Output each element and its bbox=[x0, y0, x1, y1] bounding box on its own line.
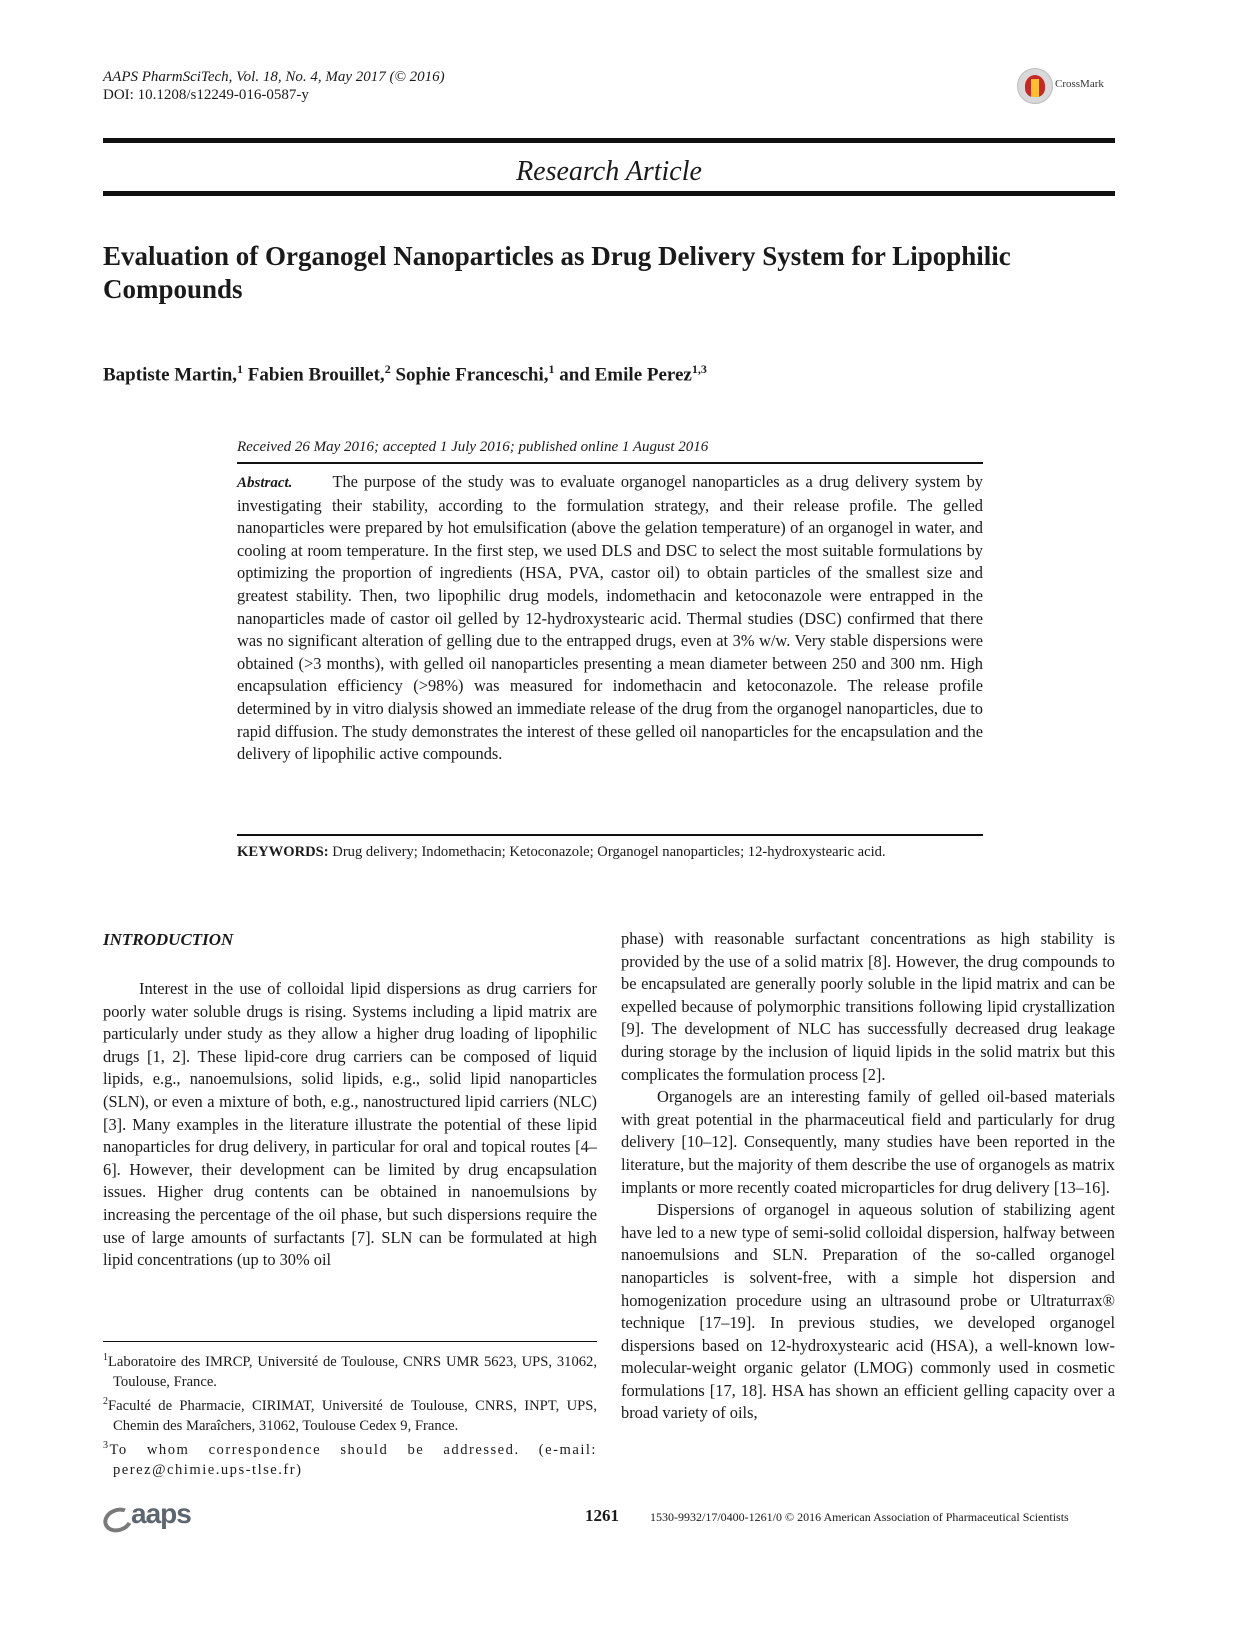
footnote bbox=[103, 1392, 597, 1436]
author-name: and Emile Perez bbox=[559, 364, 692, 386]
issn-copyright: 1530-9932/17/0400-1261/0 © 2016 American Association of Pharmaceutical Scientists bbox=[650, 1510, 1069, 1524]
author-affiliation: 1 bbox=[237, 362, 244, 376]
footnote-rule bbox=[103, 1341, 597, 1342]
body-paragraph: Interest in the use of colloidal lipid dispersions as drug carriers for poorly water soluble drugs is rising. Systems including a lipid matrix are particularly under study as they allow a higher drug loading of lipophilic drugs [1, 2]. These lipid-core drug carriers can be composed of liquid lipids, e.g., nanoemulsions, solid lipids, e.g., solid lipid nanoparticles (SLN), or even a mixture of both, e.g., nanostructured lipid carriers (NLC) [3]. Many examples in the literature illustrate the potential of these lipid nanoparticles for drug delivery, in particular for oral and topical routes [4–6]. However, their development can be limited by drug encapsulation issues. Higher drug contents can be obtained in nanoemulsions by increasing the percentage of the oil phase, but such dispersions require the use of large amounts of surfactants [7]. SLN can be formulated at high lipid concentrations (up to 30% oil bbox=[103, 979, 597, 1270]
author-affiliation: 1 bbox=[548, 362, 555, 376]
footnotes bbox=[103, 1348, 597, 1480]
header-rule-top bbox=[103, 138, 1115, 143]
footnote-number: 2 bbox=[103, 1395, 108, 1407]
footnote bbox=[103, 1348, 597, 1392]
footnote-text: Laboratoire des IMRCP, Université de Toulouse, CNRS UMR 5623, UPS, 31062, Toulouse, France. bbox=[108, 1353, 597, 1390]
author-list bbox=[103, 362, 707, 386]
doi[interactable]: DOI: 10.1208/s12249-016-0587-y bbox=[103, 87, 309, 103]
header-rule-bottom bbox=[103, 191, 1115, 196]
body-paragraph: Organogels are an interesting family of gelled oil-based materials with great potential in the pharmaceutical field and particularly for drug delivery [10–12]. Consequently, many studies have been reported in the literature, but the majority of them describe the use of organogels as matrix implants or more recently coated microparticles for drug delivery [13–16]. bbox=[621, 1087, 1115, 1197]
abstract-rule-top bbox=[237, 462, 983, 464]
abstract bbox=[237, 471, 983, 766]
article-title: Evaluation of Organogel Nanoparticles as Drug Delivery System for Lipophilic Compounds bbox=[103, 241, 1011, 304]
aaps-logo bbox=[103, 1500, 213, 1532]
author-affiliation: 2 bbox=[384, 362, 391, 376]
footnote-text: To whom correspondence should be addressed. (e-mail: perez@chimie.ups-tlse.fr) bbox=[109, 1441, 597, 1478]
page-number: 1261 bbox=[585, 1506, 619, 1525]
footnote-number: 3 bbox=[103, 1439, 110, 1451]
section-heading-introduction: INTRODUCTION bbox=[103, 930, 234, 949]
journal-citation: AAPS PharmSciTech, Vol. 18, No. 4, May 2017 (© 2016) bbox=[103, 69, 445, 85]
keywords-text: Drug delivery; Indomethacin; Ketoconazole; Organogel nanoparticles; 12-hydroxystearic acid. bbox=[332, 844, 886, 860]
footnote bbox=[103, 1436, 597, 1480]
abstract-label: Abstract. bbox=[237, 475, 293, 491]
author-name: Fabien Brouillet, bbox=[247, 364, 385, 386]
aaps-logo-text: aaps bbox=[131, 1498, 191, 1529]
abstract-text: The purpose of the study was to evaluate organogel nanoparticles as a drug delivery system by investigating their stability, according to the formulation strategy, and their release profile. The gelled nanoparticles were prepared by hot emulsification (above the gelation temperature) of an organogel in water, and cooling at room temperature. In the first step, we used DLS and DSC to select the most suitable formulations by optimizing the proportion of ingredients (HSA, PVA, castor oil) to obtain particles of the smallest size and greatest stability. Then, two lipophilic drug models, indomethacin and ketoconazole were entrapped in the nanoparticles made of castor oil gelled by 12-hydroxystearic acid. Thermal studies (DSC) confirmed that there was no significant alteration of gelling due to the entrapped drugs, even at 3% w/w. Very stable dispersions were obtained (>3 months), with gelled oil nanoparticles presenting a mean diameter between 250 and 300 nm. High encapsulation efficiency (>98%) was measured for indomethacin and ketoconazole. The release profile determined by in vitro dialysis showed an immediate release of the drug from the organogel nanoparticles, due to rapid diffusion. The study demonstrates the interest of these gelled oil nanoparticles for the encapsulation and the delivery of lipophilic active compounds. bbox=[237, 472, 983, 764]
keywords bbox=[237, 843, 983, 861]
footnote-number: 1 bbox=[103, 1352, 108, 1363]
author-affiliation: 1,3 bbox=[691, 362, 707, 376]
received-dates: Received 26 May 2016; accepted 1 July 2016; published online 1 August 2016 bbox=[237, 439, 709, 455]
keywords-label: KEYWORDS: bbox=[237, 844, 329, 860]
author-name: Baptiste Martin, bbox=[103, 364, 238, 386]
crossmark-icon bbox=[1017, 68, 1053, 104]
section-label: Research Article bbox=[516, 156, 702, 187]
right-column bbox=[621, 928, 1115, 1425]
author-name: Sophie Franceschi, bbox=[395, 364, 549, 386]
crossmark-badge[interactable] bbox=[1017, 66, 1115, 106]
crossmark-label: CrossMark bbox=[1055, 78, 1104, 90]
body-paragraph: phase) with reasonable surfactant concentrations as high stability is provided by the use of a solid matrix [8]. However, the drug compounds to be encapsulated are generally poorly soluble in the lipid matrix and can be expelled because of polymorphic transitions following lipid crystallization [9]. The development of NLC has successfully decreased drug leakage during storage by the inclusion of liquid lipids in the solid matrix but this complicates the formulation process [2]. bbox=[621, 929, 1115, 1084]
left-column bbox=[103, 928, 597, 1272]
abstract-rule-bottom bbox=[237, 834, 983, 836]
footnote-text: Faculté de Pharmacie, CIRIMAT, Université de Toulouse, CNRS, INPT, UPS, Chemin des Maraîchers, 31062, Toulouse Cedex 9, France. bbox=[108, 1397, 597, 1434]
body-paragraph: Dispersions of organogel in aqueous solution of stabilizing agent have led to a new type of semi-solid colloidal dispersion, halfway between nanoemulsions and SLN. Preparation of the so-called organogel nanoparticles is solvent-free, with a simple hot dispersion and homogenization procedure using an ultrasound probe or Ultraturrax® technique [17–19]. In previous studies, we developed organogel dispersions based on 12-hydroxystearic acid (HSA), a well-known low-molecular-weight organic gelator (LMOG) commonly used in cosmetic formulations [17, 18]. HSA has shown an efficient gelling capacity over a broad variety of oils, bbox=[621, 1200, 1115, 1423]
